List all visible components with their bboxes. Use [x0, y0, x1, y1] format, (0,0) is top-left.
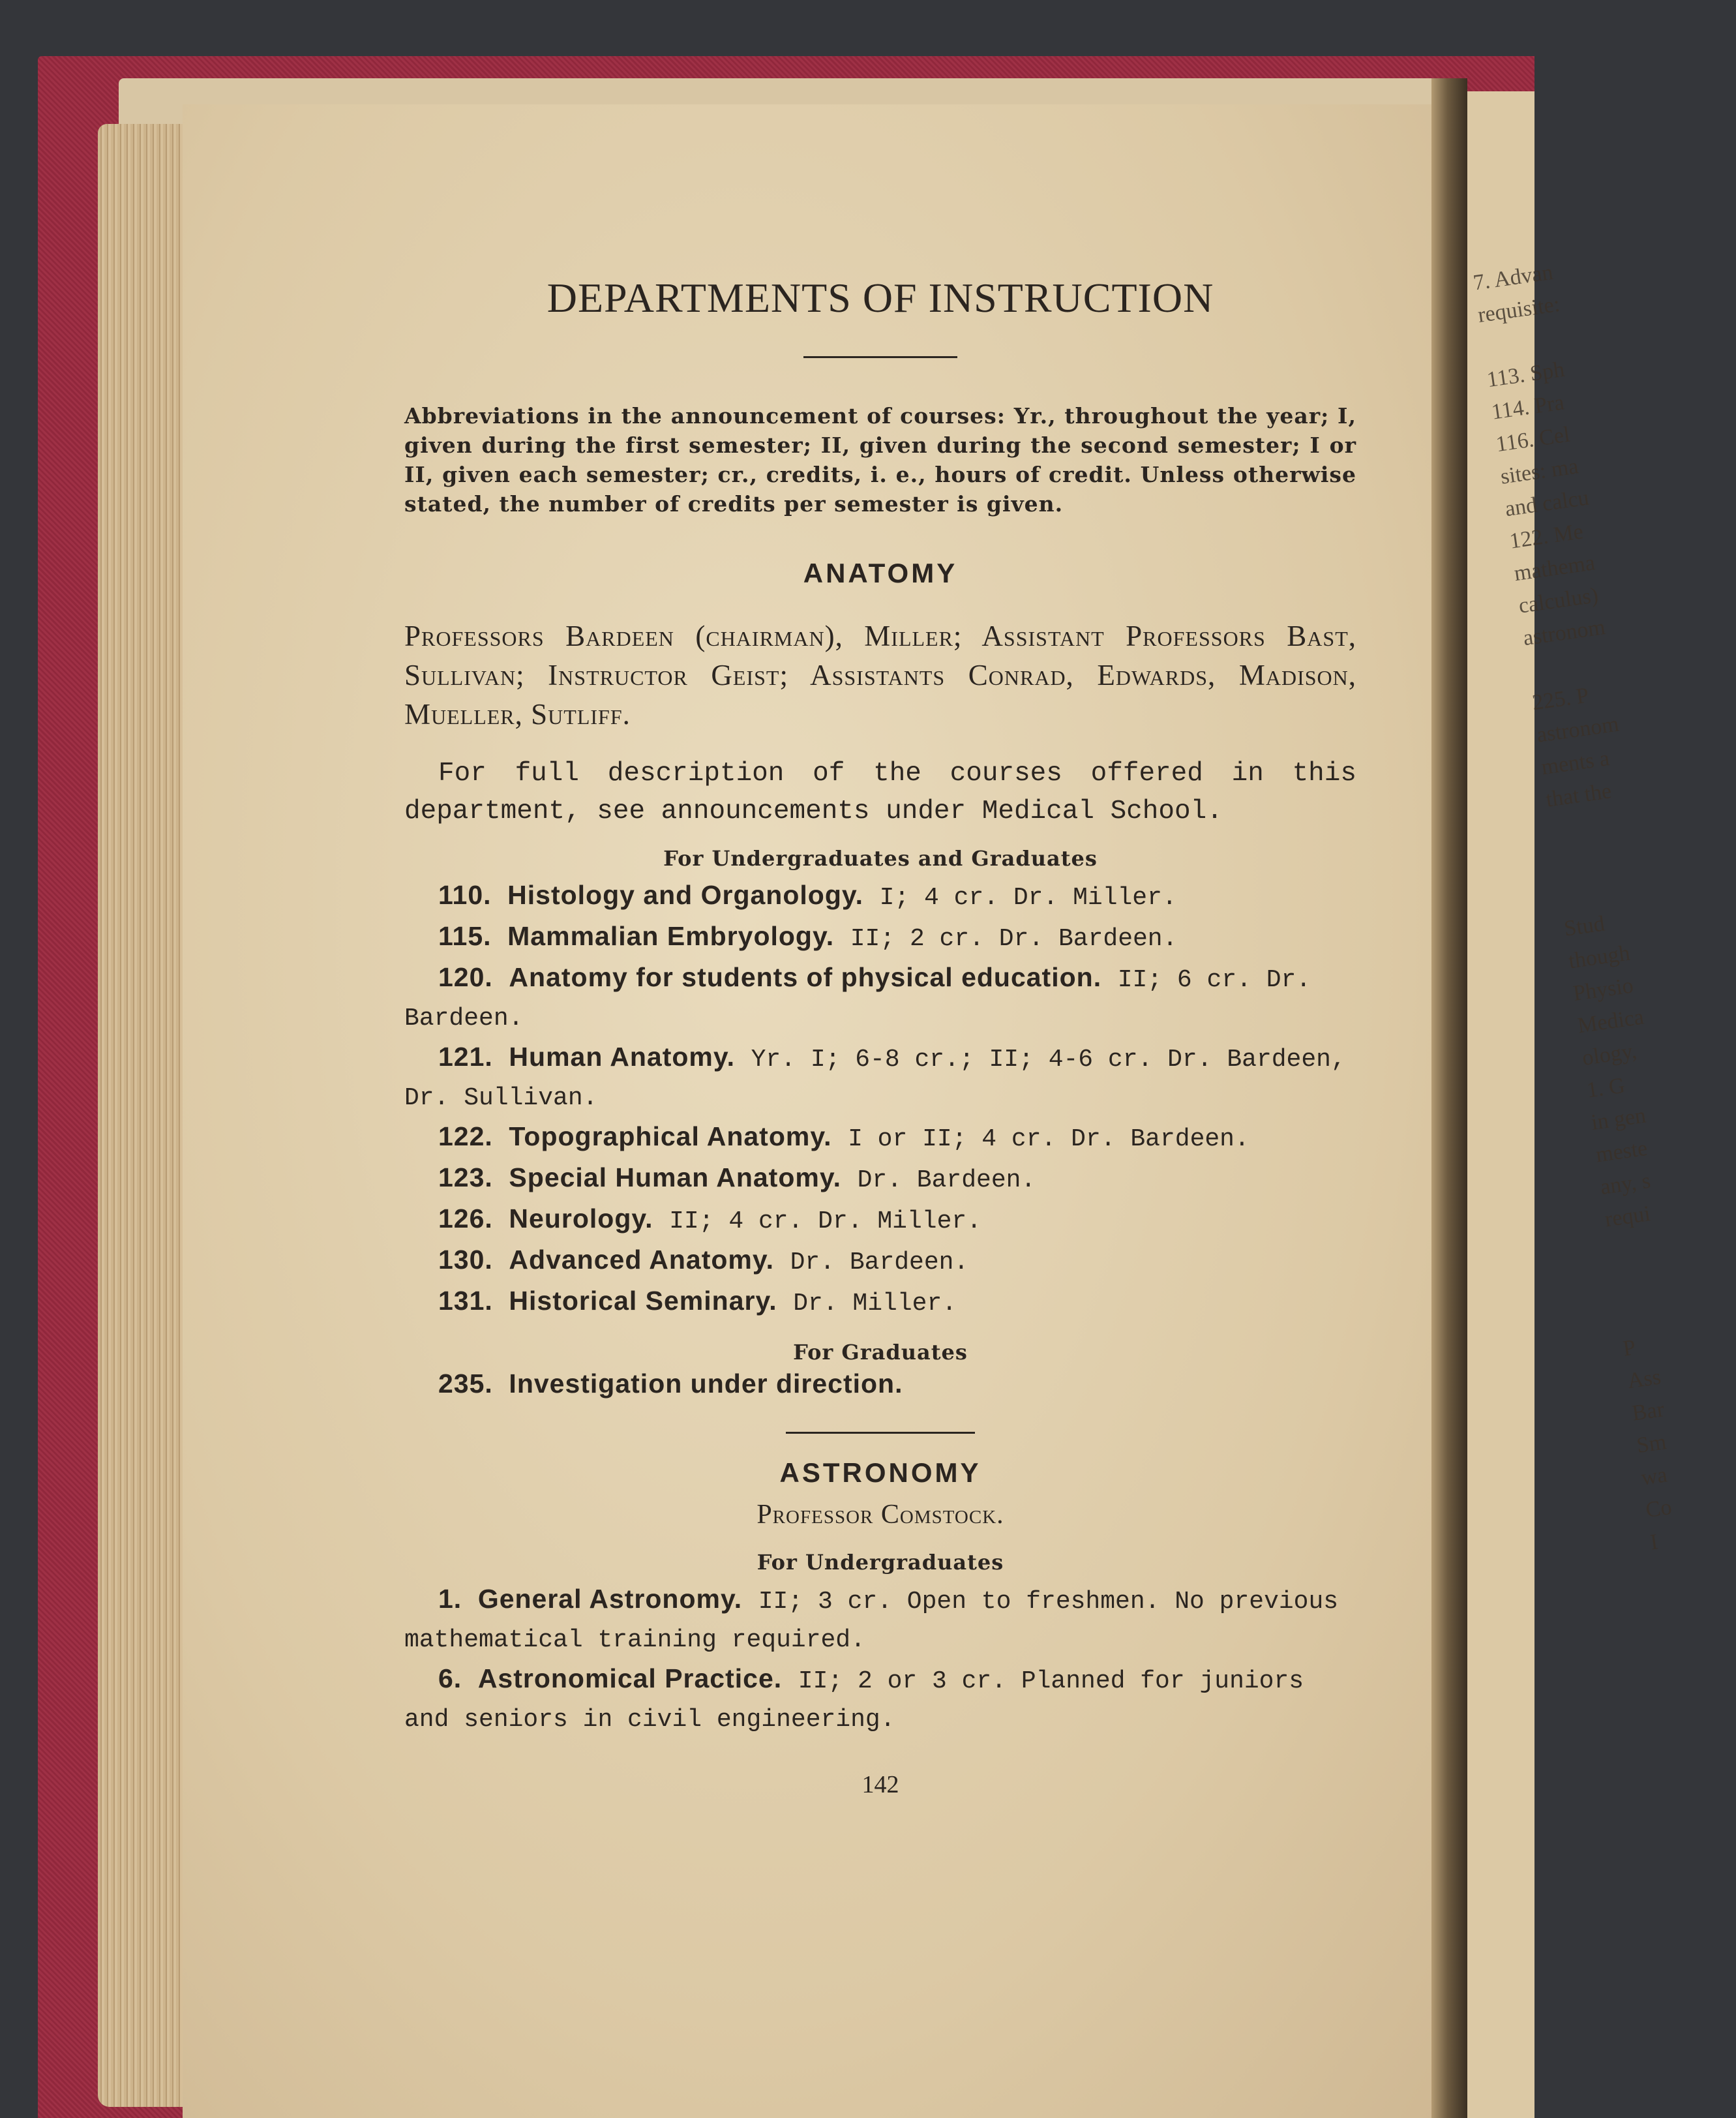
facing-page-fragment: Physio: [1571, 973, 1635, 1006]
course-number: 130.: [438, 1245, 493, 1275]
facing-page-fragment: 7. Advan: [1471, 260, 1555, 295]
facing-page-fragment: though: [1566, 941, 1632, 974]
course-entry: [404, 1158, 1356, 1200]
course-details: II; 6 cr. Dr. Bardeen.: [404, 966, 1311, 1033]
facing-page-text: [1471, 256, 1736, 1560]
course-details: I; 4 cr. Dr. Miller.: [879, 884, 1177, 912]
course-name: Historical Seminary.: [509, 1286, 777, 1316]
anatomy-undergrad-heading: For Undergraduates and Graduates: [663, 846, 1098, 871]
course-name: Special Human Anatomy.: [509, 1162, 841, 1192]
course-name: Mammalian Embryology.: [507, 921, 835, 951]
facing-page-fragment: ments a: [1540, 746, 1611, 780]
course-details: Dr. Bardeen.: [790, 1248, 969, 1277]
section-rule: [786, 1432, 975, 1434]
page-number: 142: [861, 1771, 899, 1798]
course-entry: [404, 876, 1356, 917]
facing-page-fragment: ology,: [1580, 1038, 1638, 1070]
department-heading-astronomy: ASTRONOMY: [779, 1457, 981, 1488]
facing-page-fragment: Co: [1644, 1494, 1673, 1523]
anatomy-description: For full description of the courses offered in this department, see announcements under Medical School.: [404, 759, 1356, 826]
facing-page-fragment: 116. Cel: [1494, 422, 1572, 457]
course-details: II; 2 or 3 cr. Planned for juniors and seniors in civil engineering.: [404, 1667, 1304, 1734]
course-name: Human Anatomy.: [509, 1042, 736, 1072]
course-details: II; 4 cr. Dr. Miller.: [669, 1207, 982, 1235]
facing-page-fragment: Sm: [1635, 1430, 1668, 1459]
astronomy-course-list: [404, 1580, 1356, 1739]
facing-page-fragment: I: [1649, 1530, 1660, 1555]
course-number: 120.: [438, 962, 493, 992]
anatomy-grad-course-list: [404, 1365, 1356, 1406]
facing-page-fragment: calculus): [1517, 582, 1600, 618]
facing-page-fragment: Bar: [1630, 1397, 1666, 1426]
course-entry: [404, 1038, 1356, 1117]
course-entry: [404, 1200, 1356, 1241]
astronomy-faculty: Professor Comstock.: [756, 1500, 1004, 1530]
course-number: 115.: [438, 921, 492, 951]
anatomy-course-list: [404, 876, 1356, 1323]
course-details: I or II; 4 cr. Dr. Bardeen.: [848, 1125, 1250, 1153]
course-number: 126.: [438, 1203, 493, 1233]
course-number: 235.: [438, 1369, 493, 1399]
facing-page-fragment: meste: [1594, 1136, 1649, 1168]
course-number: 131.: [438, 1286, 493, 1316]
course-entry: [404, 1241, 1356, 1282]
course-number: 123.: [438, 1162, 493, 1192]
course-name: Topographical Anatomy.: [509, 1121, 832, 1151]
course-name: Investigation under direction.: [509, 1369, 903, 1399]
facing-page-fragment: Stud: [1563, 911, 1606, 941]
course-number: 1.: [438, 1584, 462, 1614]
facing-page-fragment: 113. Sph: [1485, 357, 1566, 393]
facing-page-fragment: in gen: [1589, 1103, 1648, 1135]
facing-page-fragment: mathema: [1512, 551, 1597, 586]
course-details: II; 3 cr. Open to freshmen. No previous mathematical training required.: [404, 1588, 1339, 1654]
anatomy-faculty: Professors Bardeen (chairman), Miller; Assistant Professors Bast, Sullivan; Instructor Geist; Assistants Conrad, Edwards, Madison, Mueller, Sutliff.: [404, 620, 1356, 731]
facing-page: [1467, 91, 1673, 2118]
course-name: Histology and Organology.: [507, 880, 864, 910]
course-name: Neurology.: [509, 1203, 653, 1233]
course-number: 121.: [438, 1042, 493, 1072]
facing-page-fragment: requi: [1603, 1202, 1652, 1232]
course-entry: [404, 917, 1356, 958]
course-entry: [404, 1282, 1356, 1323]
facing-page-fragment: sites: ma: [1499, 454, 1580, 489]
course-name: General Astronomy.: [477, 1584, 743, 1614]
department-heading-anatomy: ANATOMY: [803, 558, 958, 588]
facing-page-fragment: any, s: [1598, 1168, 1653, 1200]
facing-page-fragment: wa: [1639, 1462, 1669, 1490]
facing-page-fragment: 114. Pra: [1489, 390, 1566, 425]
page-title: DEPARTMENTS OF INSTRUCTION: [546, 275, 1214, 321]
course-details: II; 2 cr. Dr. Bardeen.: [850, 925, 1178, 953]
facing-page-fragment: Ass: [1626, 1365, 1663, 1394]
facing-page-fragment: requisite:: [1476, 292, 1562, 328]
facing-page-fragment: 122. Me: [1508, 519, 1585, 554]
facing-page-fragment: astronom: [1535, 712, 1621, 748]
abbreviations-note: Abbreviations in the announcement of courses: Yr., throughout the year; I, given during the first semester; II, given during the second semester; I or II, given each semester; cr., credits, i. e., hours of credit. Unless otherwise stated, the number of credits per semester is given.: [404, 403, 1356, 517]
anatomy-grad-heading: For Graduates: [793, 1340, 968, 1365]
facing-page-fragment: Medica: [1576, 1005, 1645, 1038]
course-details: Dr. Bardeen.: [857, 1166, 1036, 1194]
facing-page-fragment: that the: [1544, 779, 1613, 812]
facing-page-fragment: 225. P: [1531, 683, 1591, 716]
course-entry: [404, 1659, 1356, 1739]
course-number: 122.: [438, 1121, 493, 1151]
course-entry: [404, 1365, 1356, 1406]
course-number: 6.: [438, 1663, 462, 1693]
astronomy-undergrad-heading: For Undergraduates: [756, 1550, 1004, 1575]
page-content: [404, 274, 1356, 1799]
book-gutter: [1431, 78, 1467, 2118]
course-name: Astronomical Practice.: [477, 1663, 783, 1693]
course-details: Yr. I; 6-8 cr.; II; 4-6 cr. Dr. Bardeen, Dr. Sullivan.: [404, 1046, 1346, 1112]
facing-page-fragment: and calcu: [1503, 485, 1591, 522]
course-name: Anatomy for students of physical education.: [509, 962, 1102, 992]
facing-page-fragment: astronom: [1521, 614, 1607, 651]
course-details: Dr. Miller.: [793, 1290, 957, 1318]
course-entry: [404, 1580, 1356, 1659]
course-entry: [404, 958, 1356, 1038]
facing-page-fragment: P: [1621, 1335, 1638, 1361]
course-entry: [404, 1117, 1356, 1158]
course-name: Advanced Anatomy.: [509, 1245, 775, 1275]
facing-page-fragment: 1. G: [1585, 1073, 1626, 1103]
course-number: 110.: [438, 880, 492, 910]
title-rule: [803, 356, 957, 358]
